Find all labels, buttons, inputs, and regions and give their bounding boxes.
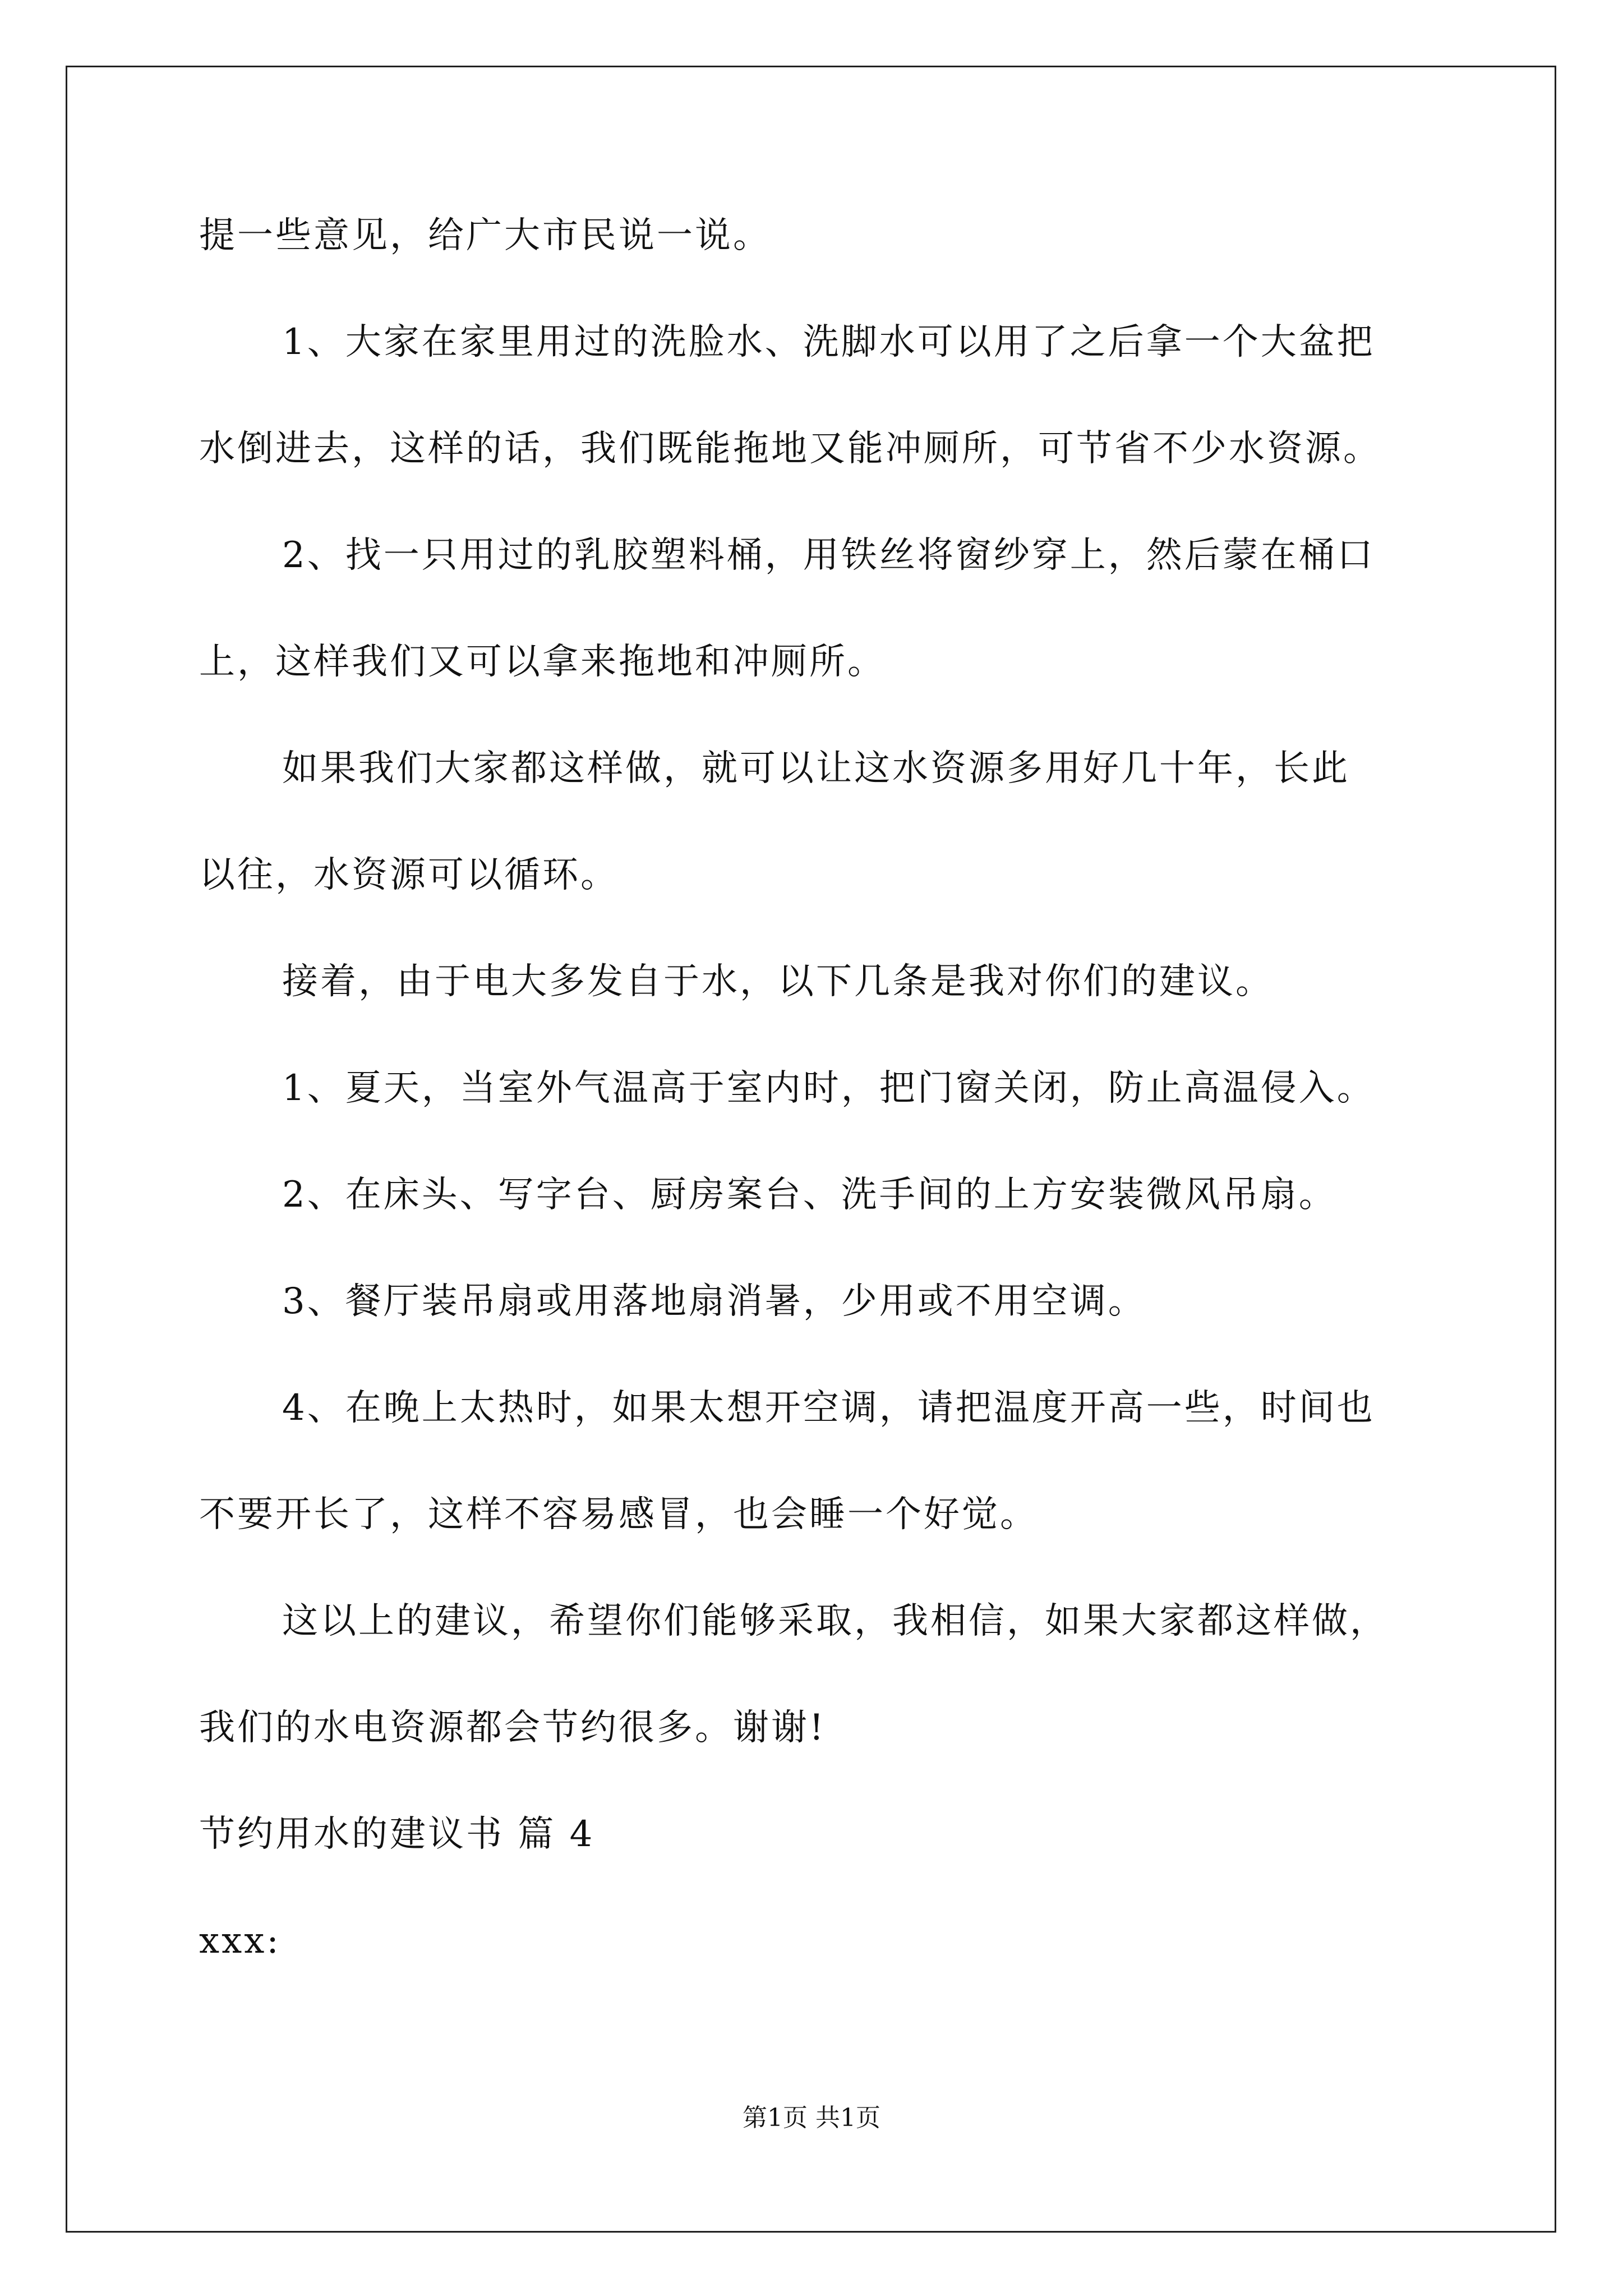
text-line: 上，这样我们又可以拿来拖地和冲厕所。 <box>199 641 886 683</box>
text-line: 3、餐厅装吊扇或用落地扇消暑，少用或不用空调。 <box>282 1281 1146 1322</box>
salutation: xxx: <box>199 1920 281 1962</box>
text-line: 1、大家在家里用过的洗脸水、洗脚水可以用了之后拿一个大盆把 <box>282 321 1375 363</box>
text-line: 我们的水电资源都会节约很多。谢谢! <box>199 1707 826 1749</box>
text-line: 2、在床头、写字台、厨房案台、洗手间的上方安装微风吊扇。 <box>282 1174 1337 1216</box>
text-line: 2、找一只用过的乳胶塑料桶，用铁丝将窗纱穿上，然后蒙在桶口 <box>282 535 1375 576</box>
section-heading: 节约用水的建议书 篇 4 <box>199 1814 595 1855</box>
text-line: 提一些意见，给广大市民说一说。 <box>199 215 771 256</box>
text-line: 接着，由于电大多发自于水，以下几条是我对你们的建议。 <box>282 961 1274 1002</box>
page-border <box>66 66 1556 2233</box>
text-line: 这以上的建议，希望你们能够采取，我相信，如果大家都这样做， <box>282 1600 1388 1642</box>
text-line: 如果我们大家都这样做，就可以让这水资源多用好几十年，长此 <box>282 748 1350 789</box>
text-line: 1、夏天，当室外气温高于室内时，把门窗关闭，防止高温侵入。 <box>282 1068 1375 1109</box>
text-line: 4、在晚上太热时，如果太想开空调，请把温度开高一些，时间也 <box>282 1387 1375 1429</box>
page-footer: 第1页 共1页 <box>743 2104 880 2132</box>
text-line: 不要开长了，这样不容易感冒，也会睡一个好觉。 <box>199 1494 1038 1535</box>
text-line: 以往，水资源可以循环。 <box>199 854 619 896</box>
text-line: 水倒进去，这样的话，我们既能拖地又能冲厕所，可节省不少水资源。 <box>199 428 1381 470</box>
